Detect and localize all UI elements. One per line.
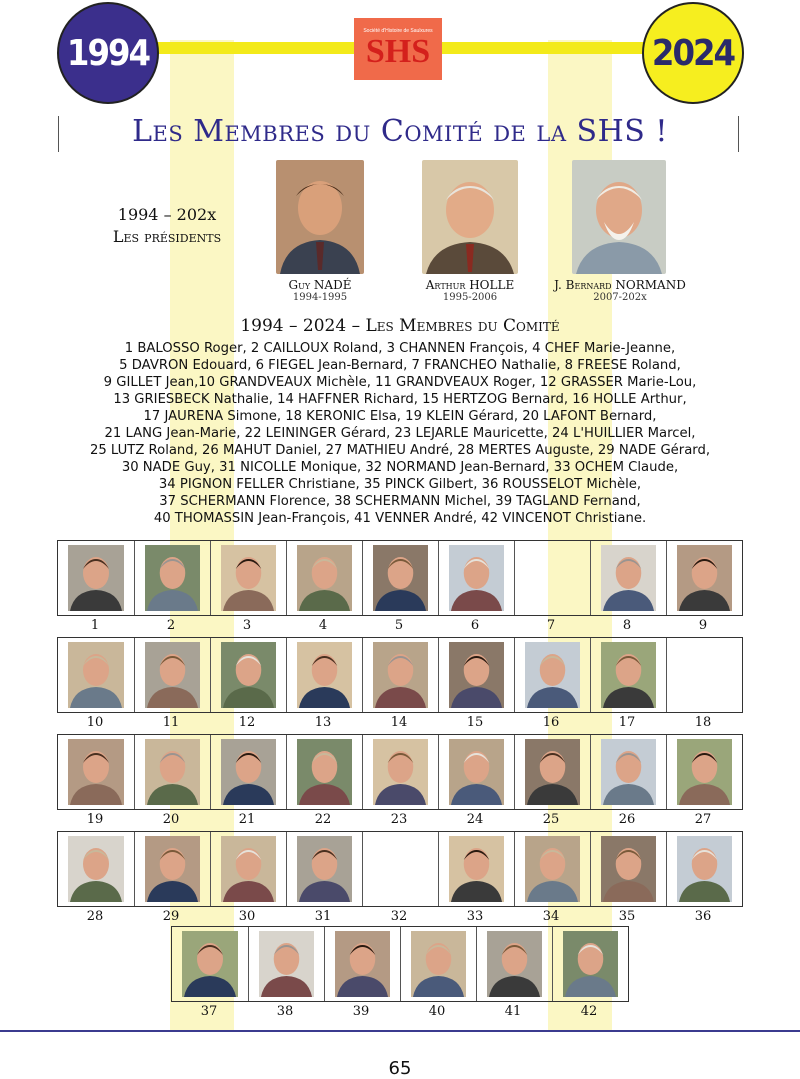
title-divider-right (738, 116, 739, 152)
logo-text: SHS (365, 33, 431, 70)
member-photo-cell (286, 735, 362, 809)
member-photo (68, 545, 124, 611)
member-photo-cell (324, 927, 400, 1001)
members-heading-text: 1994 – 2024 – Les Membres du Comité (240, 316, 560, 336)
member-photo-cell (514, 735, 590, 809)
member-number: 11 (162, 715, 180, 730)
president-photo-3 (572, 160, 666, 274)
member-number: 38 (276, 1004, 294, 1019)
members-heading (0, 316, 800, 336)
member-photo-cell (552, 927, 628, 1001)
member-photo-cell (438, 638, 514, 712)
president-name: Guy NADÉ (288, 278, 352, 292)
member-photo (297, 836, 352, 902)
member-photo-cell (400, 927, 476, 1001)
member-number: 42 (580, 1004, 598, 1019)
member-photo (677, 545, 732, 611)
member-photo-cell (514, 638, 590, 712)
member-photo-cell (438, 541, 514, 615)
member-photo (601, 642, 656, 708)
member-photo-cell (362, 541, 438, 615)
members-line: 37 SCHERMANN Florence, 38 SCHERMANN Michel, 39 TAGLAND Fernand, (159, 494, 641, 509)
member-number: 33 (466, 909, 484, 924)
member-photo-cell (286, 832, 362, 906)
member-number: 24 (466, 812, 484, 827)
member-number: 7 (546, 618, 556, 633)
member-photo (68, 836, 124, 902)
member-number: 35 (618, 909, 636, 924)
president-photo-2 (422, 160, 518, 274)
member-photo-cell (172, 927, 248, 1001)
members-line: 30 NADE Guy, 31 NICOLLE Monique, 32 NORMAND Jean-Bernard, 33 OCHEM Claude, (121, 460, 679, 475)
member-photo-cell (134, 735, 210, 809)
member-photo (449, 836, 504, 902)
members-line: 34 PIGNON FELLER Christiane, 35 PINCK Gilbert, 36 ROUSSELOT Michèle, (158, 477, 642, 492)
member-photo (145, 642, 200, 708)
member-photo (221, 545, 276, 611)
member-number: 39 (352, 1004, 370, 1019)
year-badge-right: 2024 (642, 2, 744, 104)
member-photo (68, 642, 124, 708)
member-photo-cell (210, 735, 286, 809)
president-name: J. Bernard NORMAND (554, 278, 686, 292)
member-number: 1 (90, 618, 100, 633)
member-photo-cell (590, 541, 666, 615)
member-photo (677, 739, 732, 805)
member-photo-cell (514, 541, 590, 615)
year-badge-left: 1994 (57, 2, 159, 104)
member-number: 4 (318, 618, 328, 633)
member-photo-cell (666, 541, 742, 615)
member-number: 12 (238, 715, 256, 730)
presidents-heading (92, 204, 242, 248)
member-photo (601, 545, 656, 611)
members-line: 5 DAVRON Edouard, 6 FIEGEL Jean-Bernard, 7 FRANCHEO Nathalie, 8 FREESE Roland, (119, 358, 681, 373)
member-number: 36 (694, 909, 712, 924)
member-photo (449, 739, 504, 805)
page-number: 65 (388, 1058, 412, 1079)
member-number: 17 (618, 715, 636, 730)
member-number: 8 (622, 618, 632, 633)
member-number: 22 (314, 812, 332, 827)
member-photo-cell (58, 735, 134, 809)
member-photo-cell (666, 735, 742, 809)
member-photo (297, 739, 352, 805)
member-photo (182, 931, 238, 997)
member-number: 27 (694, 812, 712, 827)
photo-row (57, 734, 743, 810)
members-list (40, 340, 760, 527)
member-number: 14 (390, 715, 408, 730)
member-number: 28 (86, 909, 104, 924)
member-photo (601, 739, 656, 805)
member-number: 41 (504, 1004, 522, 1019)
footer-rule (0, 1030, 800, 1032)
member-photo (449, 642, 504, 708)
member-number: 18 (694, 715, 712, 730)
member-photo-cell (590, 735, 666, 809)
member-photo (487, 931, 542, 997)
president-dates: 2007-202x (593, 292, 647, 303)
page-title: Les Membres du Comité de la SHS ! (132, 114, 668, 149)
presidents-years: 1994 – 202x (117, 205, 217, 224)
president-dates: 1995-2006 (442, 292, 498, 303)
member-number: 10 (86, 715, 104, 730)
member-number: 9 (698, 618, 708, 633)
member-number: 30 (238, 909, 256, 924)
presidents-label: Les présidents (112, 227, 222, 246)
member-number: 3 (242, 618, 252, 633)
member-number: 16 (542, 715, 560, 730)
member-photo-cell (286, 541, 362, 615)
member-number: 31 (314, 909, 332, 924)
member-photo (335, 931, 390, 997)
member-number: 21 (238, 812, 256, 827)
member-photo (221, 739, 276, 805)
president-name: Arthur HOLLE (425, 278, 515, 292)
member-photo (677, 836, 732, 902)
member-number: 19 (86, 812, 104, 827)
member-photo (221, 836, 276, 902)
member-photo (68, 739, 124, 805)
member-photo (259, 931, 314, 997)
member-photo (525, 642, 580, 708)
member-photo (525, 739, 580, 805)
member-number: 40 (428, 1004, 446, 1019)
member-photo (373, 545, 428, 611)
member-photo-cell (58, 638, 134, 712)
member-number: 34 (542, 909, 560, 924)
photo-row (57, 831, 743, 907)
president-caption-1 (260, 278, 380, 303)
member-photo-cell (248, 927, 324, 1001)
member-photo (145, 545, 200, 611)
member-number: 23 (390, 812, 408, 827)
member-photo-cell (362, 832, 438, 906)
president-caption-3 (540, 278, 700, 303)
member-photo-cell (134, 541, 210, 615)
member-photo (221, 642, 276, 708)
member-photo (601, 836, 656, 902)
member-photo (297, 642, 352, 708)
members-line: 1 BALOSSO Roger, 2 CAILLOUX Roland, 3 CHANNEN François, 4 CHEF Marie-Jeanne, (124, 341, 676, 356)
president-dates: 1994-1995 (292, 292, 348, 303)
members-line: 25 LUTZ Roland, 26 MAHUT Daniel, 27 MATHIEU André, 28 MERTES Auguste, 29 NADE Gérard, (89, 443, 711, 458)
photo-row (57, 540, 743, 616)
member-photo (411, 931, 466, 997)
logo-small-text: Société d'Histoire de Saulxures (363, 28, 433, 34)
member-photo (449, 545, 504, 611)
members-line: 40 THOMASSIN Jean-François, 41 VENNER André, 42 VINCENOT Christiane. (153, 511, 647, 526)
member-number: 37 (200, 1004, 218, 1019)
member-photo-cell (210, 832, 286, 906)
member-photo-cell (666, 832, 742, 906)
member-photo-cell (134, 832, 210, 906)
member-photo-cell (210, 638, 286, 712)
member-photo-cell (286, 638, 362, 712)
title-divider-left (58, 116, 59, 152)
member-photo-cell (438, 735, 514, 809)
member-photo-cell (666, 638, 742, 712)
member-photo-cell (58, 541, 134, 615)
member-number: 15 (466, 715, 484, 730)
member-photo (563, 931, 618, 997)
member-number: 32 (390, 909, 408, 924)
member-number: 5 (394, 618, 404, 633)
member-number: 20 (162, 812, 180, 827)
president-caption-2 (410, 278, 530, 303)
photo-row (57, 637, 743, 713)
member-photo-cell (210, 541, 286, 615)
members-line: 17 JAURENA Simone, 18 KERONIC Elsa, 19 KLEIN Gérard, 20 LAFONT Bernard, (143, 409, 657, 424)
member-number: 2 (166, 618, 176, 633)
member-photo (525, 836, 580, 902)
president-photo-1 (276, 160, 364, 274)
member-photo-cell (134, 638, 210, 712)
member-number: 29 (162, 909, 180, 924)
member-number: 26 (618, 812, 636, 827)
member-photo-cell (514, 832, 590, 906)
member-photo-cell (362, 638, 438, 712)
member-number: 6 (470, 618, 480, 633)
member-number: 25 (542, 812, 560, 827)
members-line: 21 LANG Jean-Marie, 22 LEININGER Gérard, 23 LEJARLE Mauricette, 24 L'HUILLIER Marcel, (104, 426, 696, 441)
member-photo (373, 739, 428, 805)
photo-row (171, 926, 629, 1002)
member-photo (145, 836, 200, 902)
shs-logo (354, 18, 442, 80)
member-photo-cell (438, 832, 514, 906)
member-photo (297, 545, 352, 611)
members-line: 9 GILLET Jean,10 GRANDVEAUX Michèle, 11 GRANDVEAUX Roger, 12 GRASSER Marie-Lou, (103, 375, 697, 390)
member-photo (373, 642, 428, 708)
member-photo-cell (58, 832, 134, 906)
member-number: 13 (314, 715, 332, 730)
member-photo-cell (362, 735, 438, 809)
member-photo-cell (476, 927, 552, 1001)
member-photo (145, 739, 200, 805)
members-line: 13 GRIESBECK Nathalie, 14 HAFFNER Richard, 15 HERTZOG Bernard, 16 HOLLE Arthur, (113, 392, 687, 407)
member-photo-cell (590, 832, 666, 906)
member-photo-cell (590, 638, 666, 712)
